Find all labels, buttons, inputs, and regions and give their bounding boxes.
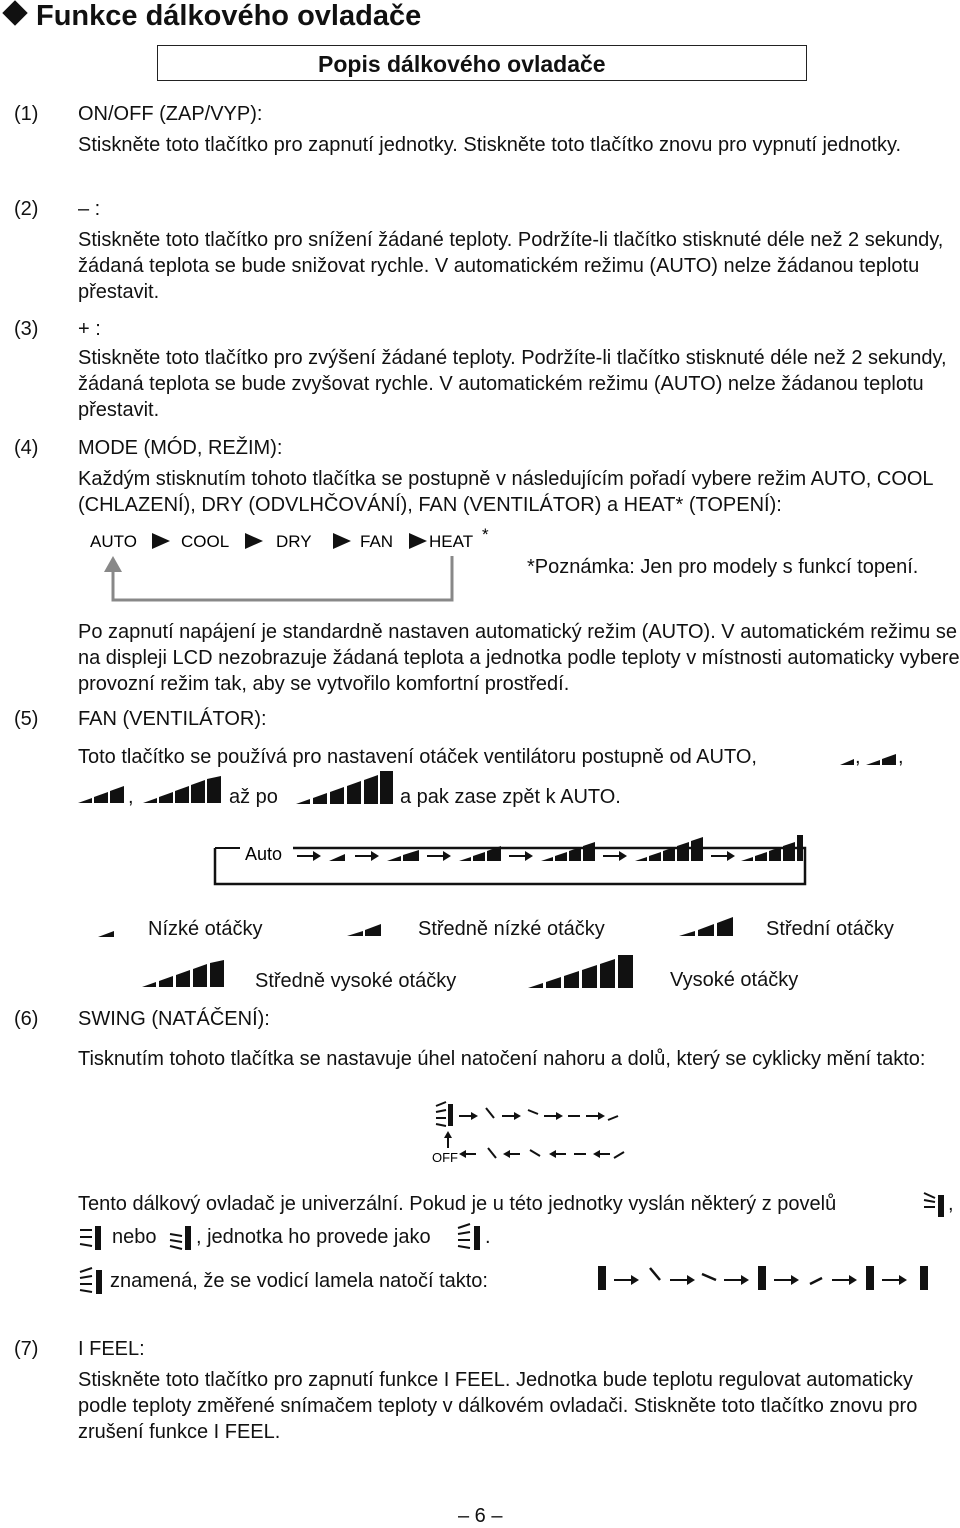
fan-auto-label: Auto	[245, 844, 283, 864]
fan-mid-icon	[679, 913, 735, 937]
section-text-mode-auto: Po zapnutí napájení je standardně nastaven automatický režim (AUTO). V automatickém režimu se na displeji LCD nezobrazuje žádaná teplota a jednotka podle teploty v místnosti automaticky vybere provozní režim tak, aby se vytvořilo komfortní prostředí.	[78, 621, 960, 695]
fan-mid-high-icon	[142, 960, 226, 988]
legend-high: Vysoké otáčky	[670, 969, 799, 991]
fan-speed-1-icon	[840, 752, 855, 766]
swing-mode-c-icon	[168, 1222, 196, 1252]
mode-auto-label: AUTO	[90, 532, 137, 551]
section-text-mode: Každým stisknutím tohoto tlačítka se postupně v následujícím pořadí vybere režim AUTO, COOL (CHLAZENÍ), DRY (ODVLHČOVÁNÍ), FAN (VENTILÁTOR) a HEAT* (TOPENÍ):	[78, 468, 933, 516]
section-number: (1)	[14, 103, 39, 125]
fan-cycle-diagram	[205, 832, 815, 890]
section-text-plus: Stiskněte toto tlačítko pro zvýšení žádané teploty. Podržíte-li tlačítko stisknuté déle než 2 sekundy, žádaná teplota se bude zvyšovat rychle. V automatickém režimu (AUTO) nelze žádanou teplotu přestavit.	[78, 347, 947, 421]
section-text-minus: Stiskněte toto tlačítko pro snížení žádané teploty. Podržíte-li tlačítko stisknuté déle než 2 sekundy, žádaná teplota se bude snižovat rychle. V automatickém režimu (AUTO) nelze žádanou teplotu přestavit.	[78, 229, 944, 303]
fan-high-icon	[528, 955, 636, 989]
mode-fan-label: FAN	[360, 532, 394, 551]
subtitle-box	[157, 45, 807, 81]
fan-cycle-line	[215, 848, 805, 884]
play-arrow-icon	[333, 533, 351, 549]
section-heading-minus: – :	[78, 198, 101, 220]
section-heading-plus: + :	[78, 318, 101, 340]
play-arrow-icon	[152, 533, 170, 549]
fan-speed-3-icon	[78, 782, 128, 804]
section-number: (6)	[14, 1008, 39, 1030]
section-number: (4)	[14, 437, 39, 459]
return-arrow-line	[113, 556, 452, 600]
heat-asterisk: *	[482, 525, 489, 544]
mode-heat-label: HEAT	[429, 532, 474, 551]
page-number: – 6 –	[458, 1505, 503, 1527]
play-arrow-icon	[409, 533, 427, 549]
mode-cool-label: COOL	[181, 532, 230, 551]
section-text-ifeel: Stiskněte toto tlačítko pro zapnutí funkce I FEEL. Jednotka bude teplotu regulovat automaticky podle teploty změřené snímačem teploty v dálkovém ovladači. Stiskněte toto tlačítko znovu pro zrušení funkce I FEEL.	[78, 1369, 918, 1443]
fan-mid-low-icon	[347, 921, 383, 937]
section-heading-mode: MODE (MÓD, REŽIM):	[78, 437, 283, 459]
section-heading-ifeel: I FEEL:	[78, 1338, 145, 1360]
swing-mode-all-icon	[78, 1266, 108, 1296]
fan-low-icon	[98, 924, 116, 938]
legend-mid: Střední otáčky	[766, 918, 894, 940]
fan-speed-2-icon	[866, 750, 898, 766]
louver-sequence-diagram	[588, 1258, 960, 1298]
fan-speed-4-icon	[143, 776, 225, 804]
section-heading-swing: SWING (NATÁČENÍ):	[78, 1008, 270, 1030]
fan-arrow-icon	[297, 851, 321, 861]
subtitle: Popis dálkového ovladače	[318, 51, 606, 77]
page-title: Funkce dálkového ovladače	[0, 0, 421, 33]
swing-off-label: OFF	[432, 1150, 458, 1165]
legend-mid-low: Středně nízké otáčky	[418, 918, 605, 940]
return-arrow-head-icon	[104, 556, 122, 572]
play-arrow-icon	[245, 533, 263, 549]
mode-dry-label: DRY	[276, 532, 312, 551]
universal-text-a: Tento dálkový ovladač je univerzální. Pokud je u této jednotky vyslán některý z povelů	[78, 1193, 837, 1215]
diamond-bullet-icon	[2, 0, 27, 25]
legend-low: Nízké otáčky	[148, 918, 263, 940]
section-heading-onoff: ON/OFF (ZAP/VYP):	[78, 103, 263, 125]
heat-note: *Poznámka: Jen pro modely s funkcí topení.	[527, 556, 919, 578]
swing-all-icon	[436, 1102, 453, 1126]
section-text-swing: Tisknutím tohoto tlačítka se nastavuje úhel natočení nahoru a dolů, který se cyklicky mění takto:	[78, 1048, 926, 1070]
means-text: znamená, že se vodicí lamela natočí takto:	[110, 1270, 488, 1292]
swing-cycle-diagram	[428, 1098, 628, 1168]
section-text-onoff: Stiskněte toto tlačítko pro zapnutí jednotky. Stiskněte toto tlačítko znovu pro vypnutí jednotky.	[78, 134, 902, 156]
swing-mode-a-icon	[922, 1189, 948, 1219]
section-number: (3)	[14, 318, 39, 340]
section-number: (2)	[14, 198, 39, 220]
legend-mid-high: Středně vysoké otáčky	[255, 970, 457, 992]
mode-cycle-diagram	[85, 522, 505, 604]
fan-text-line1: Toto tlačítko se používá pro nastavení otáček ventilátoru postupně od AUTO,	[78, 746, 757, 768]
section-number: (7)	[14, 1338, 39, 1360]
swing-mode-b-icon	[78, 1222, 106, 1252]
section-number: (5)	[14, 708, 39, 730]
fan-speed-5-icon	[296, 771, 394, 805]
section-heading-fan: FAN (VENTILÁTOR):	[78, 708, 267, 730]
swing-mode-all-icon	[456, 1222, 486, 1252]
